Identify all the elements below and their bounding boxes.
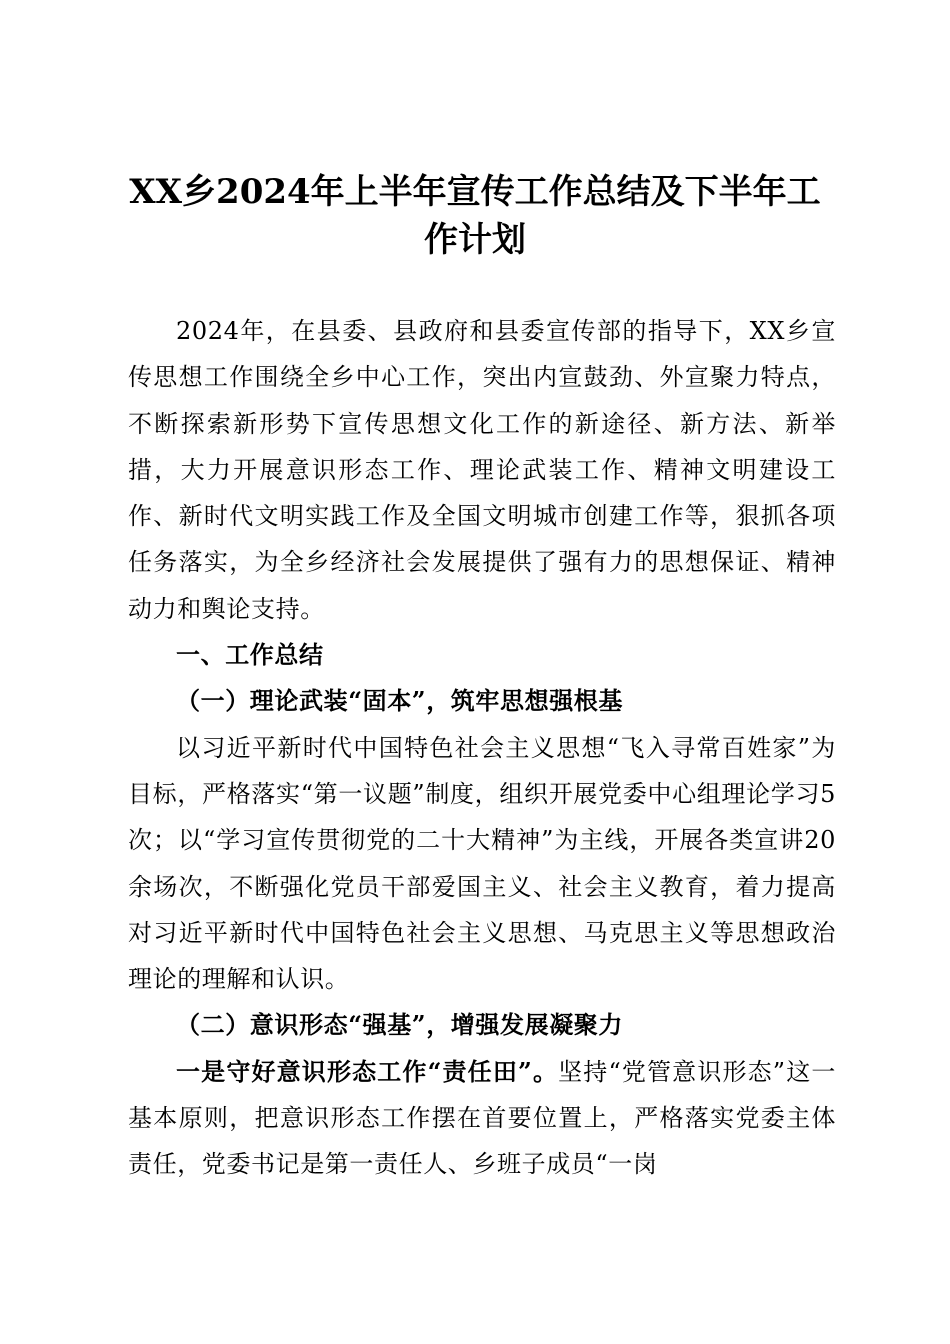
point-lead: 一是守好意识形态工作“责任田”。 <box>176 1056 559 1086</box>
document-body <box>128 308 836 1188</box>
subsection-heading-ideology: （二）意识形态“强基”，增强发展凝聚力 <box>176 1010 624 1040</box>
point-text: 坚持“党管意识形态”这一基本原则，把意识形态工作摆在首要位置上，严格落实党委主体责任，党委书记是第一责任人、乡班子成员“一岗 <box>128 1057 836 1179</box>
ideology-paragraph <box>128 1049 836 1188</box>
subsection-heading-theory: （一）理论武装“固本”，筑牢思想强根基 <box>176 686 624 716</box>
theory-paragraph: 以习近平新时代中国特色社会主义思想“飞入寻常百姓家”为目标，严格落实“第一议题”制度，组织开展党委中心组理论学习5次；以“学习宣传贯彻党的二十大精神”为主线，开展各类宣讲20余场次，不断强化党员干部爱国主义、社会主义教育，着力提高对习近平新时代中国特色社会主义思想、马克思主义等思想政治理论的理解和认识。 <box>128 733 836 994</box>
intro-paragraph: 2024年，在县委、县政府和县委宣传部的指导下，XX乡宣传思想工作围绕全乡中心工作，突出内宣鼓劲、外宣聚力特点，不断探索新形势下宣传思想文化工作的新途径、新方法、新举措，大力开展意识形态工作、理论武装工作、精神文明建设工作、新时代文明实践工作及全国文明城市创建工作等，狠抓各项任务落实，为全乡经济社会发展提供了强有力的思想保证、精神动力和舆论支持。 <box>128 317 836 623</box>
section-heading-work-summary: 一、工作总结 <box>176 641 324 670</box>
document-title: XX乡2024年上半年宣传工作总结及下半年工作计划 <box>129 172 821 260</box>
